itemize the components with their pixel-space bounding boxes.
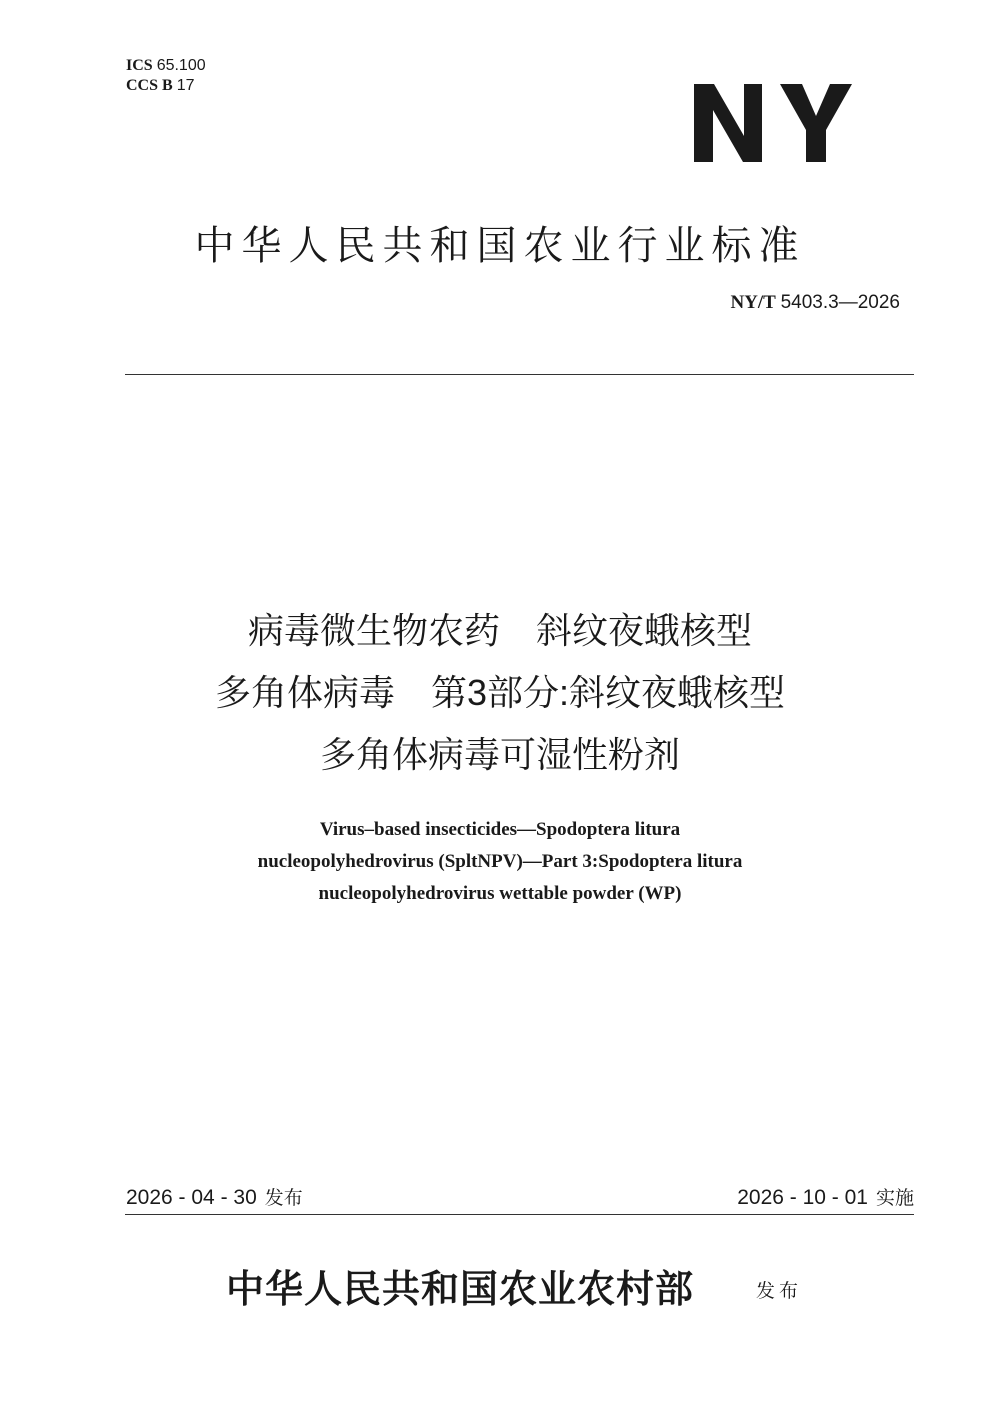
english-title-line: nucleopolyhedrovirus wettable powder (WP) <box>318 883 682 904</box>
ccs-code: 17 <box>176 77 195 94</box>
footer-divider <box>125 1214 914 1215</box>
ics-line <box>126 56 206 76</box>
implementation-date: 2026 - 10 - 01 <box>737 1186 868 1209</box>
implementation-date-block <box>737 1183 914 1210</box>
issue-date-block <box>126 1183 303 1210</box>
issuing-authority: 中华人民共和国农业农村部 <box>226 1269 695 1311</box>
chinese-title-line: 病毒微生物农药 斜纹夜蛾核型 <box>247 610 752 651</box>
ics-label: ICS <box>126 57 153 74</box>
header-divider <box>125 374 914 375</box>
issue-date-label: 发布 <box>264 1188 303 1209</box>
issuing-word: 发布 <box>756 1281 803 1302</box>
english-title <box>0 814 1000 910</box>
standard-number <box>730 292 900 314</box>
standard-number-prefix: NY/T <box>730 292 776 313</box>
ny-logo-glyphs <box>694 84 852 162</box>
standard-category-title: 中华人民共和国农业行业标准 <box>194 223 806 268</box>
issue-date: 2026 - 04 - 30 <box>126 1186 257 1209</box>
english-title-line: Virus–based insecticides—Spodoptera litura <box>319 819 681 840</box>
ccs-label: CCS B <box>126 77 173 94</box>
ny-logo <box>688 70 858 170</box>
ics-code: 65.100 <box>156 57 206 74</box>
classification-codes <box>126 56 206 96</box>
chinese-title-line: 多角体病毒可湿性粉剂 <box>319 734 680 775</box>
chinese-title-line: 多角体病毒 第3部分:斜纹夜蛾核型 <box>214 672 786 713</box>
chinese-title <box>0 600 1000 786</box>
ccs-line <box>126 76 206 96</box>
standard-number-value: 5403.3—2026 <box>780 292 900 313</box>
english-title-line: nucleopolyhedrovirus (SpltNPV)—Part 3:Spodoptera litura <box>257 851 743 872</box>
implementation-date-label: 实施 <box>875 1188 914 1209</box>
